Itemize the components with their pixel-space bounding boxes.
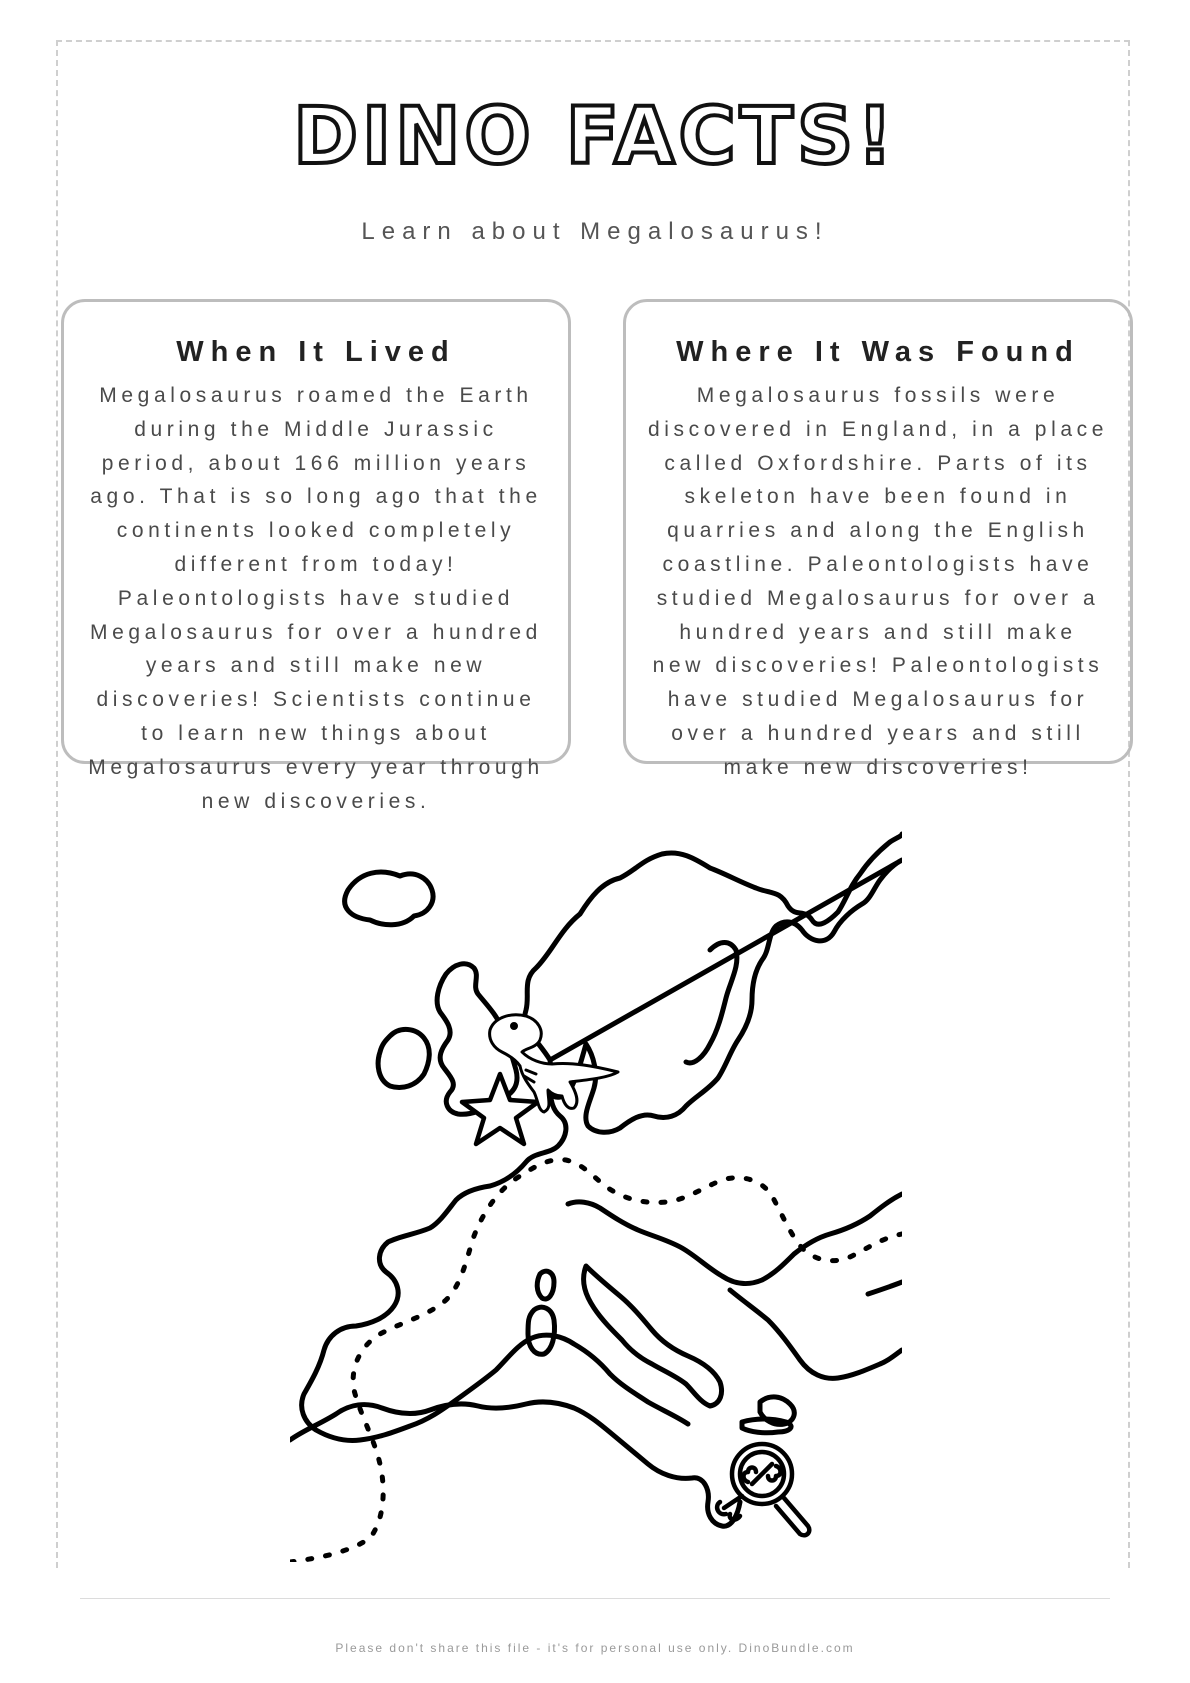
ireland-outline — [378, 1029, 429, 1087]
card-heading: Where It Was Found — [676, 336, 1080, 368]
card-when-it-lived — [61, 299, 571, 813]
iceland-outline — [345, 872, 433, 925]
scandinavia-outline — [525, 834, 902, 1132]
page-subtitle: Learn about Megalosaurus! — [361, 218, 829, 245]
balkans-outline — [730, 1282, 902, 1424]
card-body: Megalosaurus roamed the Earth during the Middle Jurassic period, about 166 million years ago. That is so long ago that the continents looked completely different from today! Paleontologists have studied Megalosaurus for over a hundred years and still make new discoveries! Scientists continue to learn new things about Megalosaurus every year through new discoveries. — [88, 384, 544, 813]
card-body: Megalosaurus fossils were discovered in England, in a place called Oxfordshire. Parts of its skeleton have been found in quarries and along the English coastline. Paleontologists have studied Megalosaurus for over a hundred years and still make new discoveries! Paleontologists have studied Megalosaurus for over a hundred years and still make new discoveries! — [648, 384, 1109, 779]
star-marker-icon — [462, 1074, 538, 1144]
north-africa-outline — [290, 1402, 740, 1526]
page-title: DINO FACTS! — [293, 92, 897, 182]
footer-divider — [80, 1598, 1110, 1599]
italy-outline — [584, 1266, 722, 1406]
card-where-it-was-found — [623, 299, 1133, 779]
card-heading: When It Lived — [176, 336, 456, 368]
europe-map-illustration — [290, 790, 902, 1562]
footer-note: Please don't share this file - it's for personal use only. DinoBundle.com — [335, 1641, 855, 1655]
mainland-europe-outline — [302, 1074, 902, 1441]
sardinia-outline — [528, 1307, 555, 1354]
corsica-outline — [537, 1271, 554, 1299]
